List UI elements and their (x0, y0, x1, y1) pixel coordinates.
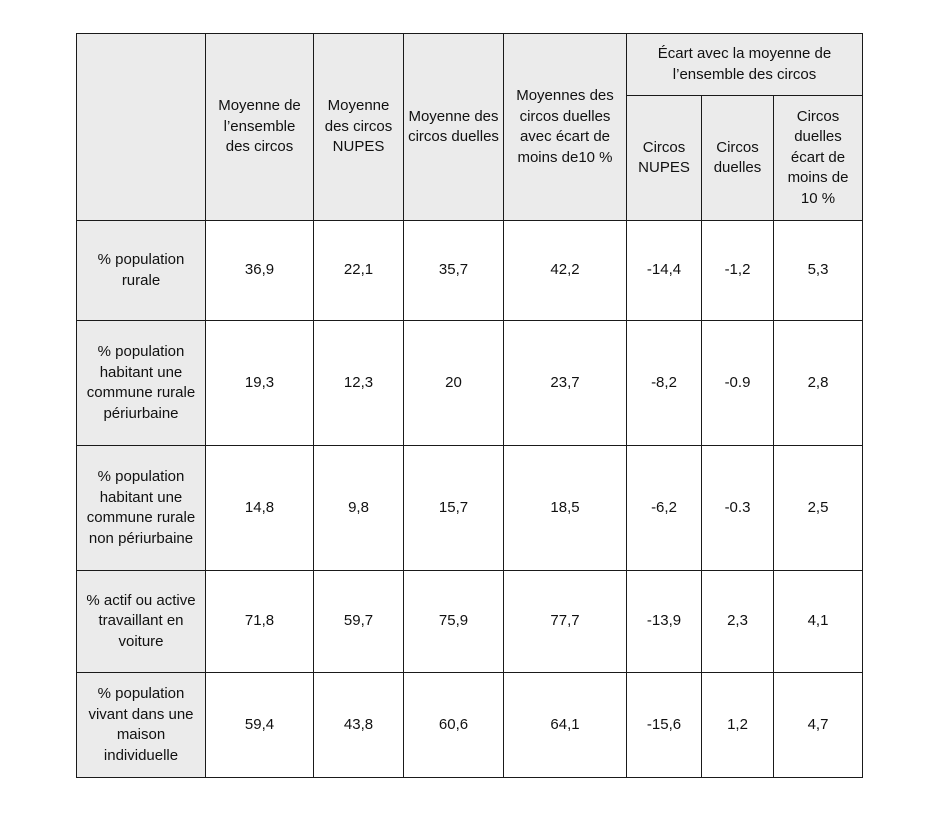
table-cell: 43,8 (314, 673, 404, 778)
table-row (77, 446, 863, 571)
header-row-top (77, 34, 863, 96)
table-cell: -15,6 (627, 673, 702, 778)
row-label: % actif ou active travaillant en voiture (77, 571, 206, 673)
table-row (77, 321, 863, 446)
group-header (627, 34, 863, 96)
table-cell: -6,2 (627, 446, 702, 571)
table-cell: -14,4 (627, 221, 702, 321)
table-cell: -8,2 (627, 321, 702, 446)
table-cell: 42,2 (504, 221, 627, 321)
table-cell: 64,1 (504, 673, 627, 778)
table-cell: 2,5 (774, 446, 863, 571)
table-cell: 18,5 (504, 446, 627, 571)
row-label: % population rurale (77, 221, 206, 321)
table-row (77, 571, 863, 673)
table-cell: 19,3 (206, 321, 314, 446)
row-label: % population vivant dans une maison individuelle (77, 673, 206, 778)
column-header-label: Moyennes des circos duelles avec écart de moins de10 % (516, 87, 614, 166)
row-label: % population habitant une commune rurale non périurbaine (77, 446, 206, 571)
table-cell: 71,8 (206, 571, 314, 673)
table-cell: 12,3 (314, 321, 404, 446)
table-cell: 59,4 (206, 673, 314, 778)
column-header (314, 34, 404, 221)
table-cell: 60,6 (404, 673, 504, 778)
table-cell: -1,2 (702, 221, 774, 321)
table-cell: 9,8 (314, 446, 404, 571)
table-row (77, 221, 863, 321)
sub-column-header-label: Circos duelles (713, 138, 762, 176)
table-cell: 20 (404, 321, 504, 446)
sub-column-header (774, 96, 863, 221)
column-header (504, 34, 627, 221)
column-header-label: Moyenne des circos NUPES (324, 97, 393, 156)
table-cell: 23,7 (504, 321, 627, 446)
table-cell: -0.9 (702, 321, 774, 446)
sub-column-header-label: Circos duelles écart de moins de 10 % (787, 107, 849, 207)
table-cell: 15,7 (404, 446, 504, 571)
table-cell: -13,9 (627, 571, 702, 673)
table-cell: 59,7 (314, 571, 404, 673)
table-cell: -0.3 (702, 446, 774, 571)
sub-column-header (702, 96, 774, 221)
table-cell: 5,3 (774, 221, 863, 321)
sub-column-header (627, 96, 702, 221)
table-cell: 35,7 (404, 221, 504, 321)
table-cell: 14,8 (206, 446, 314, 571)
table-cell: 36,9 (206, 221, 314, 321)
table-cell: 4,1 (774, 571, 863, 673)
table-cell: 2,3 (702, 571, 774, 673)
table-cell: 75,9 (404, 571, 504, 673)
table-cell: 1,2 (702, 673, 774, 778)
comparison-table (76, 33, 863, 778)
column-header-label: Moyenne des circos duelles (408, 107, 499, 145)
sub-column-header-label: Circos NUPES (638, 138, 690, 176)
table-cell: 2,8 (774, 321, 863, 446)
table-cell: 77,7 (504, 571, 627, 673)
table-cell: 4,7 (774, 673, 863, 778)
table-cell: 22,1 (314, 221, 404, 321)
table-row (77, 673, 863, 778)
column-header (404, 34, 504, 221)
corner-cell (77, 34, 206, 221)
column-header (206, 34, 314, 221)
column-header-label: Moyenne de l’ensemble des circos (218, 97, 301, 156)
row-label: % population habitant une commune rurale périurbaine (77, 321, 206, 446)
group-header-label: Écart avec la moyenne de l’ensemble des circos (657, 45, 832, 83)
